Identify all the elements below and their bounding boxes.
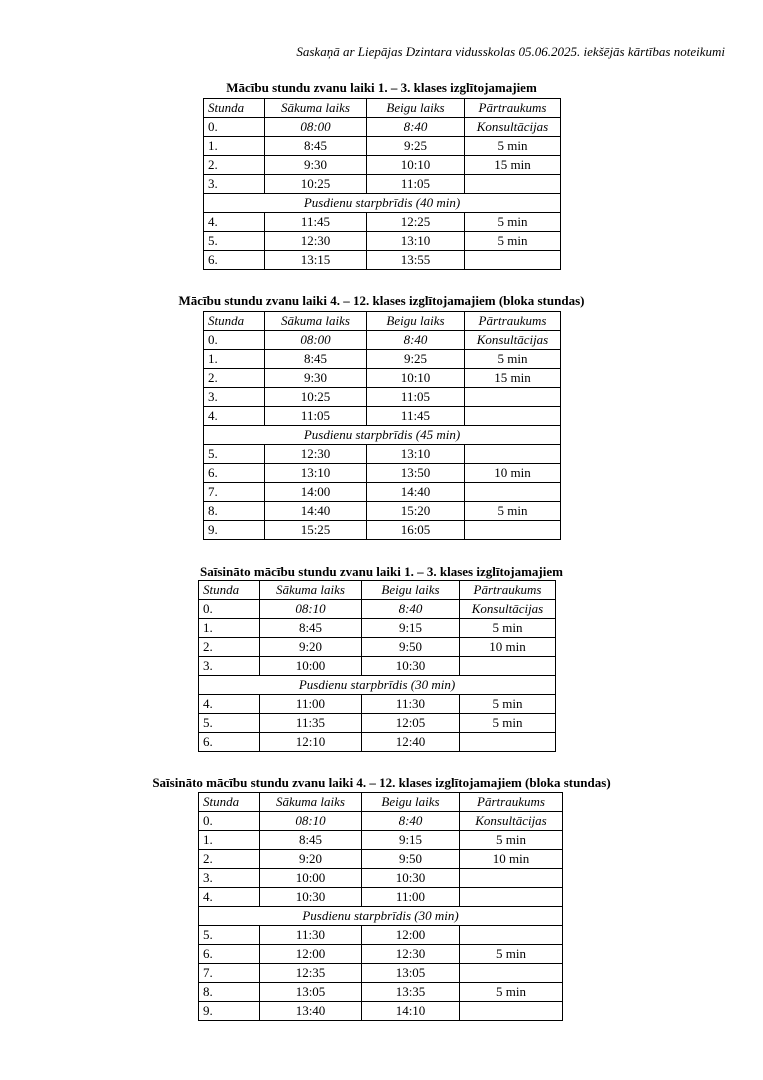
start-time: 8:45	[265, 137, 367, 156]
end-time: 8:40	[367, 331, 465, 350]
column-header: Sākuma laiks	[265, 99, 367, 118]
lesson-number: 2.	[204, 369, 265, 388]
end-time: 10:10	[367, 156, 465, 175]
table-row	[204, 445, 561, 464]
break-duration: Konsultācijas	[460, 600, 556, 619]
break-duration	[460, 1002, 563, 1021]
lesson-number: 8.	[204, 502, 265, 521]
column-header: Pārtraukums	[460, 793, 563, 812]
break-duration: 10 min	[465, 464, 561, 483]
break-duration: Konsultācijas	[460, 812, 563, 831]
break-duration	[460, 869, 563, 888]
break-duration	[460, 926, 563, 945]
column-header: Sākuma laiks	[260, 581, 362, 600]
column-header: Beigu laiks	[362, 793, 460, 812]
lunch-break-row	[199, 907, 563, 926]
start-time: 11:45	[265, 213, 367, 232]
lesson-number: 4.	[204, 407, 265, 426]
column-header: Pārtraukums	[465, 312, 561, 331]
break-duration: 5 min	[465, 213, 561, 232]
break-duration: 5 min	[460, 945, 563, 964]
table-header-row	[204, 99, 561, 118]
end-time: 13:35	[362, 983, 460, 1002]
start-time: 14:40	[265, 502, 367, 521]
break-duration	[465, 521, 561, 540]
start-time: 12:35	[260, 964, 362, 983]
header-note: Saskaņā ar Liepājas Dzintara vidusskolas 05.06.2025. iekšējās kārtības noteikumi	[296, 44, 725, 59]
lesson-number: 9.	[199, 1002, 260, 1021]
end-time: 9:15	[362, 831, 460, 850]
end-time: 10:30	[362, 657, 460, 676]
column-header: Sākuma laiks	[260, 793, 362, 812]
lesson-number: 1.	[199, 619, 260, 638]
end-time: 13:10	[367, 232, 465, 251]
end-time: 14:40	[367, 483, 465, 502]
table-header-row	[199, 793, 563, 812]
column-header: Beigu laiks	[367, 312, 465, 331]
end-time: 9:50	[362, 850, 460, 869]
lesson-number: 1.	[204, 350, 265, 369]
break-duration: Konsultācijas	[465, 118, 561, 137]
break-duration: 5 min	[465, 137, 561, 156]
lesson-number: 0.	[204, 331, 265, 350]
end-time: 12:05	[362, 714, 460, 733]
table-row	[204, 175, 561, 194]
lesson-number: 0.	[204, 118, 265, 137]
lesson-number: 4.	[199, 888, 260, 907]
end-time: 11:45	[367, 407, 465, 426]
break-duration	[465, 445, 561, 464]
start-time: 9:30	[265, 369, 367, 388]
break-duration: 10 min	[460, 850, 563, 869]
column-header: Sākuma laiks	[265, 312, 367, 331]
end-time: 8:40	[367, 118, 465, 137]
table-row	[204, 331, 561, 350]
end-time: 16:05	[367, 521, 465, 540]
lesson-number: 3.	[199, 869, 260, 888]
table-row	[199, 983, 563, 1002]
break-duration: 5 min	[460, 695, 556, 714]
schedule-title: Saīsināto mācību stundu zvanu laiki 4. – 12. klases izglītojamajiem (bloka stundas)	[152, 775, 611, 790]
lesson-number: 5.	[199, 714, 260, 733]
table-row	[204, 521, 561, 540]
start-time: 8:45	[260, 619, 362, 638]
schedule-title: Mācību stundu zvanu laiki 4. – 12. klases izglītojamajiem (bloka stundas)	[178, 293, 585, 308]
column-header: Pārtraukums	[465, 99, 561, 118]
table-row	[199, 888, 563, 907]
break-duration: 10 min	[460, 638, 556, 657]
lunch-break-label: Pusdienu starpbrīdis (40 min)	[204, 194, 561, 213]
lunch-break-row	[204, 426, 561, 445]
break-duration	[465, 175, 561, 194]
table-row	[204, 251, 561, 270]
table-row	[199, 714, 556, 733]
break-duration	[460, 964, 563, 983]
column-header: Beigu laiks	[367, 99, 465, 118]
table-row	[204, 388, 561, 407]
end-time: 9:25	[367, 350, 465, 369]
lesson-number: 3.	[204, 175, 265, 194]
table-row	[199, 831, 563, 850]
schedule-table	[203, 311, 561, 540]
start-time: 08:00	[265, 331, 367, 350]
column-header: Pārtraukums	[460, 581, 556, 600]
start-time: 14:00	[265, 483, 367, 502]
column-header: Stunda	[204, 99, 265, 118]
table-row	[204, 156, 561, 175]
end-time: 11:30	[362, 695, 460, 714]
break-duration	[465, 483, 561, 502]
start-time: 10:25	[265, 388, 367, 407]
table-header-row	[204, 312, 561, 331]
start-time: 13:40	[260, 1002, 362, 1021]
end-time: 8:40	[362, 600, 460, 619]
lesson-number: 6.	[204, 251, 265, 270]
start-time: 10:25	[265, 175, 367, 194]
schedule-title: Saīsināto mācību stundu zvanu laiki 1. – 3. klases izglītojamajiem	[200, 564, 563, 579]
column-header: Stunda	[199, 581, 260, 600]
table-header-row	[199, 581, 556, 600]
lesson-number: 1.	[199, 831, 260, 850]
table-row	[199, 926, 563, 945]
lesson-number: 0.	[199, 812, 260, 831]
end-time: 13:50	[367, 464, 465, 483]
end-time: 11:05	[367, 175, 465, 194]
break-duration	[465, 388, 561, 407]
schedule-table	[203, 98, 561, 270]
start-time: 11:30	[260, 926, 362, 945]
lesson-number: 3.	[204, 388, 265, 407]
lesson-number: 2.	[199, 638, 260, 657]
lesson-number: 5.	[199, 926, 260, 945]
break-duration: 5 min	[465, 232, 561, 251]
start-time: 13:15	[265, 251, 367, 270]
end-time: 8:40	[362, 812, 460, 831]
start-time: 11:05	[265, 407, 367, 426]
start-time: 10:00	[260, 869, 362, 888]
end-time: 10:10	[367, 369, 465, 388]
break-duration: 5 min	[465, 350, 561, 369]
end-time: 12:40	[362, 733, 460, 752]
start-time: 12:30	[265, 232, 367, 251]
start-time: 9:20	[260, 638, 362, 657]
table-row	[199, 1002, 563, 1021]
schedule-table	[198, 580, 556, 752]
break-duration	[460, 733, 556, 752]
lesson-number: 5.	[204, 232, 265, 251]
lesson-number: 5.	[204, 445, 265, 464]
break-duration: 5 min	[460, 619, 556, 638]
table-row	[199, 619, 556, 638]
start-time: 8:45	[265, 350, 367, 369]
lunch-break-label: Pusdienu starpbrīdis (30 min)	[199, 676, 556, 695]
end-time: 13:10	[367, 445, 465, 464]
schedule-table	[198, 792, 563, 1021]
start-time: 08:10	[260, 812, 362, 831]
break-duration: 5 min	[460, 831, 563, 850]
end-time: 9:50	[362, 638, 460, 657]
table-row	[199, 964, 563, 983]
lesson-number: 2.	[199, 850, 260, 869]
start-time: 15:25	[265, 521, 367, 540]
table-row	[199, 600, 556, 619]
start-time: 10:30	[260, 888, 362, 907]
table-row	[199, 812, 563, 831]
table-row	[199, 869, 563, 888]
lesson-number: 3.	[199, 657, 260, 676]
end-time: 11:00	[362, 888, 460, 907]
column-header: Stunda	[204, 312, 265, 331]
lunch-break-row	[199, 676, 556, 695]
start-time: 11:00	[260, 695, 362, 714]
break-duration: 15 min	[465, 369, 561, 388]
start-time: 08:10	[260, 600, 362, 619]
break-duration	[460, 888, 563, 907]
table-row	[199, 945, 563, 964]
start-time: 9:30	[265, 156, 367, 175]
end-time: 9:25	[367, 137, 465, 156]
end-time: 11:05	[367, 388, 465, 407]
start-time: 13:10	[265, 464, 367, 483]
end-time: 12:30	[362, 945, 460, 964]
break-duration: Konsultācijas	[465, 331, 561, 350]
lesson-number: 8.	[199, 983, 260, 1002]
lesson-number: 9.	[204, 521, 265, 540]
end-time: 13:05	[362, 964, 460, 983]
table-row	[199, 695, 556, 714]
start-time: 12:30	[265, 445, 367, 464]
table-row	[204, 369, 561, 388]
column-header: Beigu laiks	[362, 581, 460, 600]
lunch-break-label: Pusdienu starpbrīdis (30 min)	[199, 907, 563, 926]
end-time: 10:30	[362, 869, 460, 888]
table-row	[199, 657, 556, 676]
table-row	[204, 464, 561, 483]
end-time: 12:25	[367, 213, 465, 232]
break-duration	[465, 407, 561, 426]
start-time: 08:00	[265, 118, 367, 137]
end-time: 14:10	[362, 1002, 460, 1021]
break-duration: 5 min	[460, 983, 563, 1002]
break-duration	[465, 251, 561, 270]
break-duration	[460, 657, 556, 676]
lesson-number: 6.	[199, 733, 260, 752]
start-time: 9:20	[260, 850, 362, 869]
start-time: 10:00	[260, 657, 362, 676]
table-row	[204, 483, 561, 502]
lunch-break-row	[204, 194, 561, 213]
table-row	[204, 137, 561, 156]
lesson-number: 4.	[199, 695, 260, 714]
start-time: 8:45	[260, 831, 362, 850]
break-duration: 5 min	[465, 502, 561, 521]
end-time: 12:00	[362, 926, 460, 945]
lesson-number: 6.	[204, 464, 265, 483]
schedule-title: Mācību stundu zvanu laiki 1. – 3. klases izglītojamajiem	[226, 80, 537, 95]
start-time: 13:05	[260, 983, 362, 1002]
column-header: Stunda	[199, 793, 260, 812]
table-row	[199, 850, 563, 869]
table-row	[204, 213, 561, 232]
lesson-number: 7.	[199, 964, 260, 983]
table-row	[199, 733, 556, 752]
table-row	[204, 350, 561, 369]
lesson-number: 4.	[204, 213, 265, 232]
start-time: 12:00	[260, 945, 362, 964]
table-row	[204, 118, 561, 137]
break-duration: 15 min	[465, 156, 561, 175]
lesson-number: 2.	[204, 156, 265, 175]
break-duration: 5 min	[460, 714, 556, 733]
end-time: 13:55	[367, 251, 465, 270]
lesson-number: 0.	[199, 600, 260, 619]
table-row	[199, 638, 556, 657]
table-row	[204, 502, 561, 521]
start-time: 12:10	[260, 733, 362, 752]
end-time: 15:20	[367, 502, 465, 521]
start-time: 11:35	[260, 714, 362, 733]
lesson-number: 7.	[204, 483, 265, 502]
end-time: 9:15	[362, 619, 460, 638]
lesson-number: 1.	[204, 137, 265, 156]
lesson-number: 6.	[199, 945, 260, 964]
lunch-break-label: Pusdienu starpbrīdis (45 min)	[204, 426, 561, 445]
table-row	[204, 232, 561, 251]
table-row	[204, 407, 561, 426]
